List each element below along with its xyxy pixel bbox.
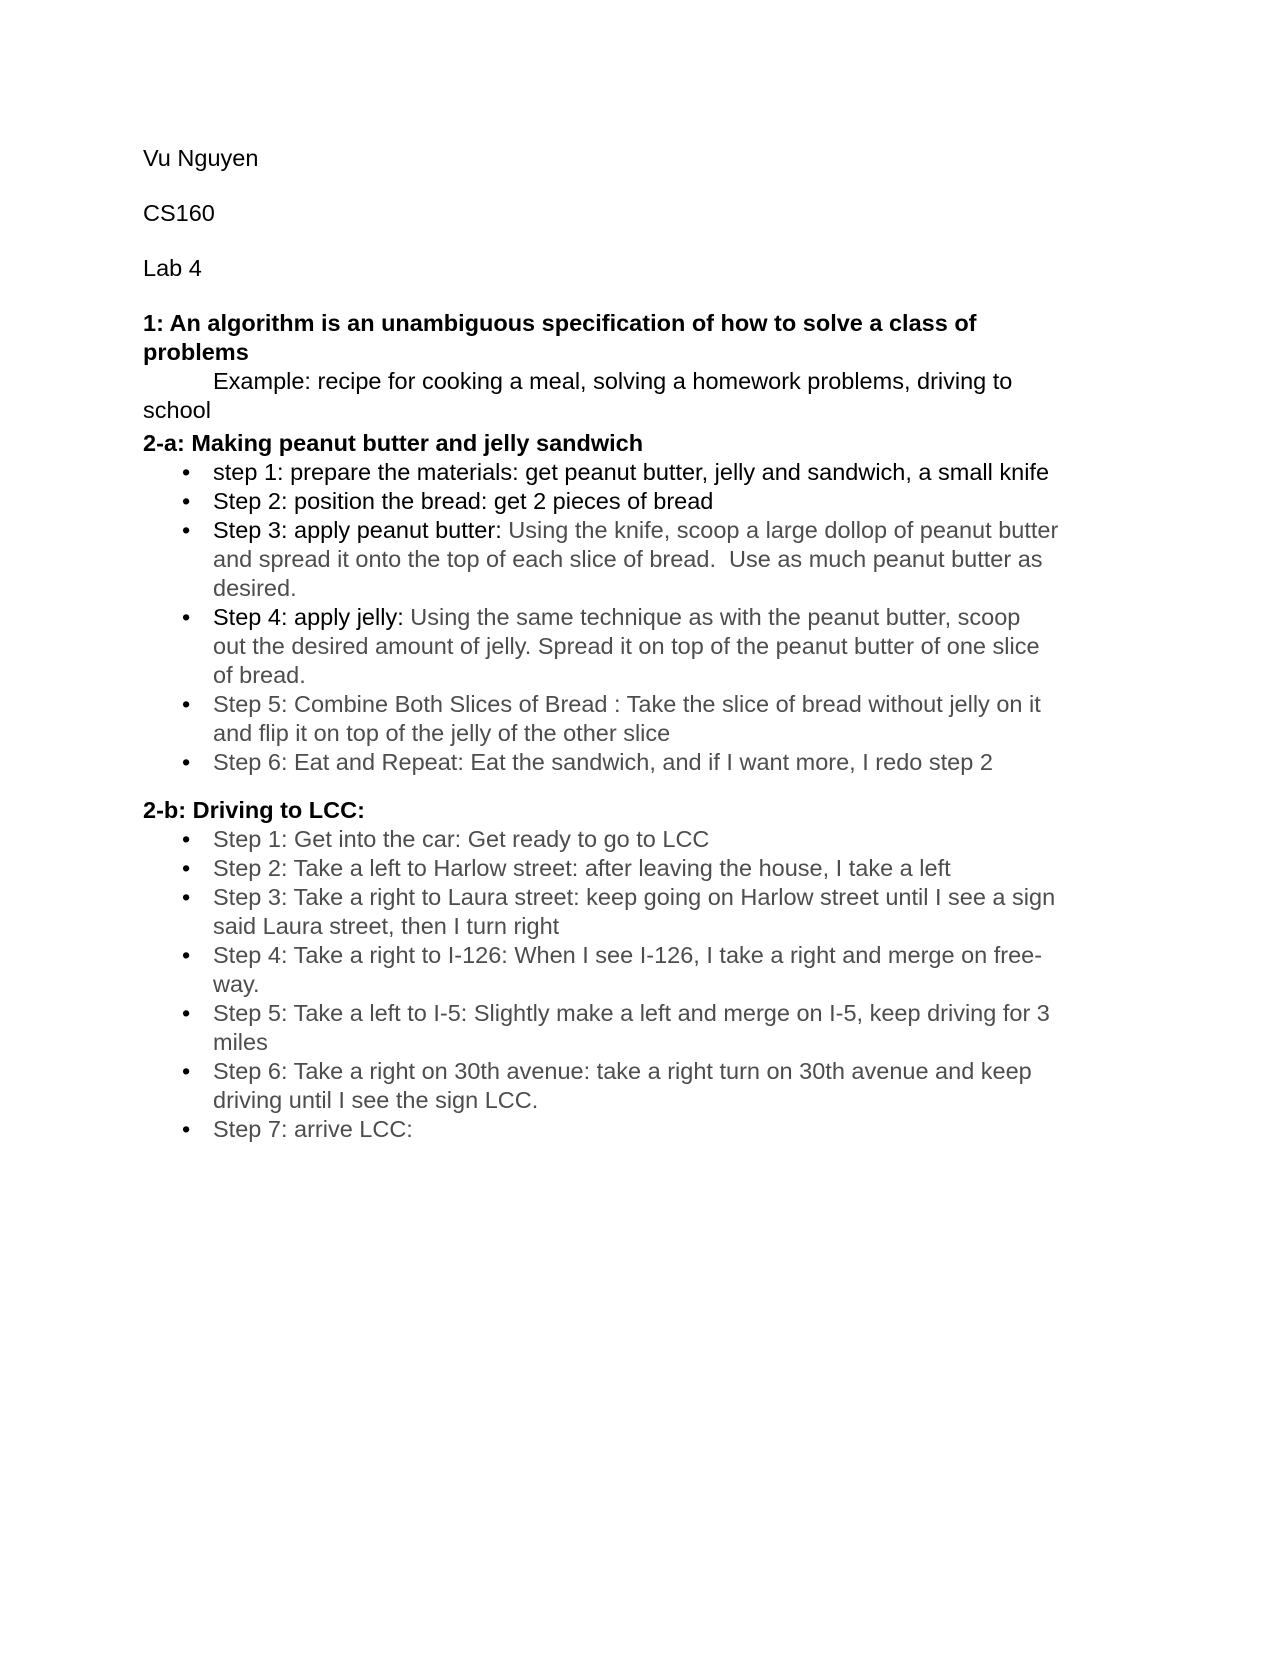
list-item (213, 854, 1059, 883)
step-description: Step 6: Eat and Repeat: Eat the sandwich, and if I want more, I redo step 2 (213, 749, 993, 775)
list-item (213, 999, 1059, 1057)
author-line: Vu Nguyen (143, 145, 259, 171)
list-item (213, 883, 1062, 941)
step-description: Using the same technique as with the peanut butter, scoop out the desired amount of jelly. Spread it on top of the peanut butter of one slice of bread. (213, 604, 1047, 688)
step-description: Step 1: Get into the car: Get ready to go to LCC (213, 826, 710, 852)
course-line: CS160 (143, 200, 215, 226)
step-description: Step 5: Combine Both Slices of Bread : Take the slice of bread without jelly on it and flip it on top of the jelly of the other slice (213, 691, 1048, 746)
list-item (213, 748, 1059, 777)
list-item (213, 941, 1059, 999)
step-description: Step 4: Take a right to I-126: When I see I-126, I take a right and merge on free-way. (213, 942, 1043, 997)
step-lead: step 1: prepare the materials: get peanut butter, jelly and sandwich, a small knife (213, 459, 1050, 485)
step-description: Step 6: Take a right on 30th avenue: take a right turn on 30th avenue and keep driving until I see the sign LCC. (213, 1058, 1039, 1113)
step-description: Step 7: arrive LCC: (213, 1116, 413, 1142)
section-2b-heading: 2-b: Driving to LCC: (143, 797, 365, 823)
step-description: Using the knife, scoop a large dollop of peanut butter and spread it onto the top of each slice of bread. Use as much peanut butter as desired. (213, 517, 1065, 601)
list-item (213, 458, 1059, 487)
lab-line: Lab 4 (143, 255, 202, 281)
step-description: Step 3: Take a right to Laura street: keep going on Harlow street until I see a sign said Laura street, then I turn right (213, 884, 1062, 939)
list-item (213, 825, 1059, 854)
section-2a-steps (143, 458, 1070, 777)
list-item (213, 1057, 1059, 1115)
list-item (213, 516, 1065, 603)
section-1-example: Example: recipe for cooking a meal, solving a homework problems, driving to school (143, 368, 1013, 423)
section-2b-steps (143, 825, 1070, 1144)
list-item (213, 1115, 1059, 1144)
section-1-heading: 1: An algorithm is an unambiguous specification of how to solve a class of problems (143, 310, 977, 365)
list-item (213, 487, 1059, 516)
step-lead: Step 4: apply jelly: (213, 604, 404, 630)
list-item (213, 690, 1059, 748)
step-description: Step 2: Take a left to Harlow street: after leaving the house, I take a left (213, 855, 951, 881)
section-2a-heading: 2-a: Making peanut butter and jelly sandwich (143, 430, 644, 456)
step-lead: Step 2: position the bread: get 2 pieces of bread (213, 488, 714, 514)
list-item (213, 603, 1059, 690)
step-lead: Step 3: apply peanut butter: (213, 517, 502, 543)
step-description: Step 5: Take a left to I-5: Slightly make a left and merge on I-5, keep driving for 3 miles (213, 1000, 1057, 1055)
